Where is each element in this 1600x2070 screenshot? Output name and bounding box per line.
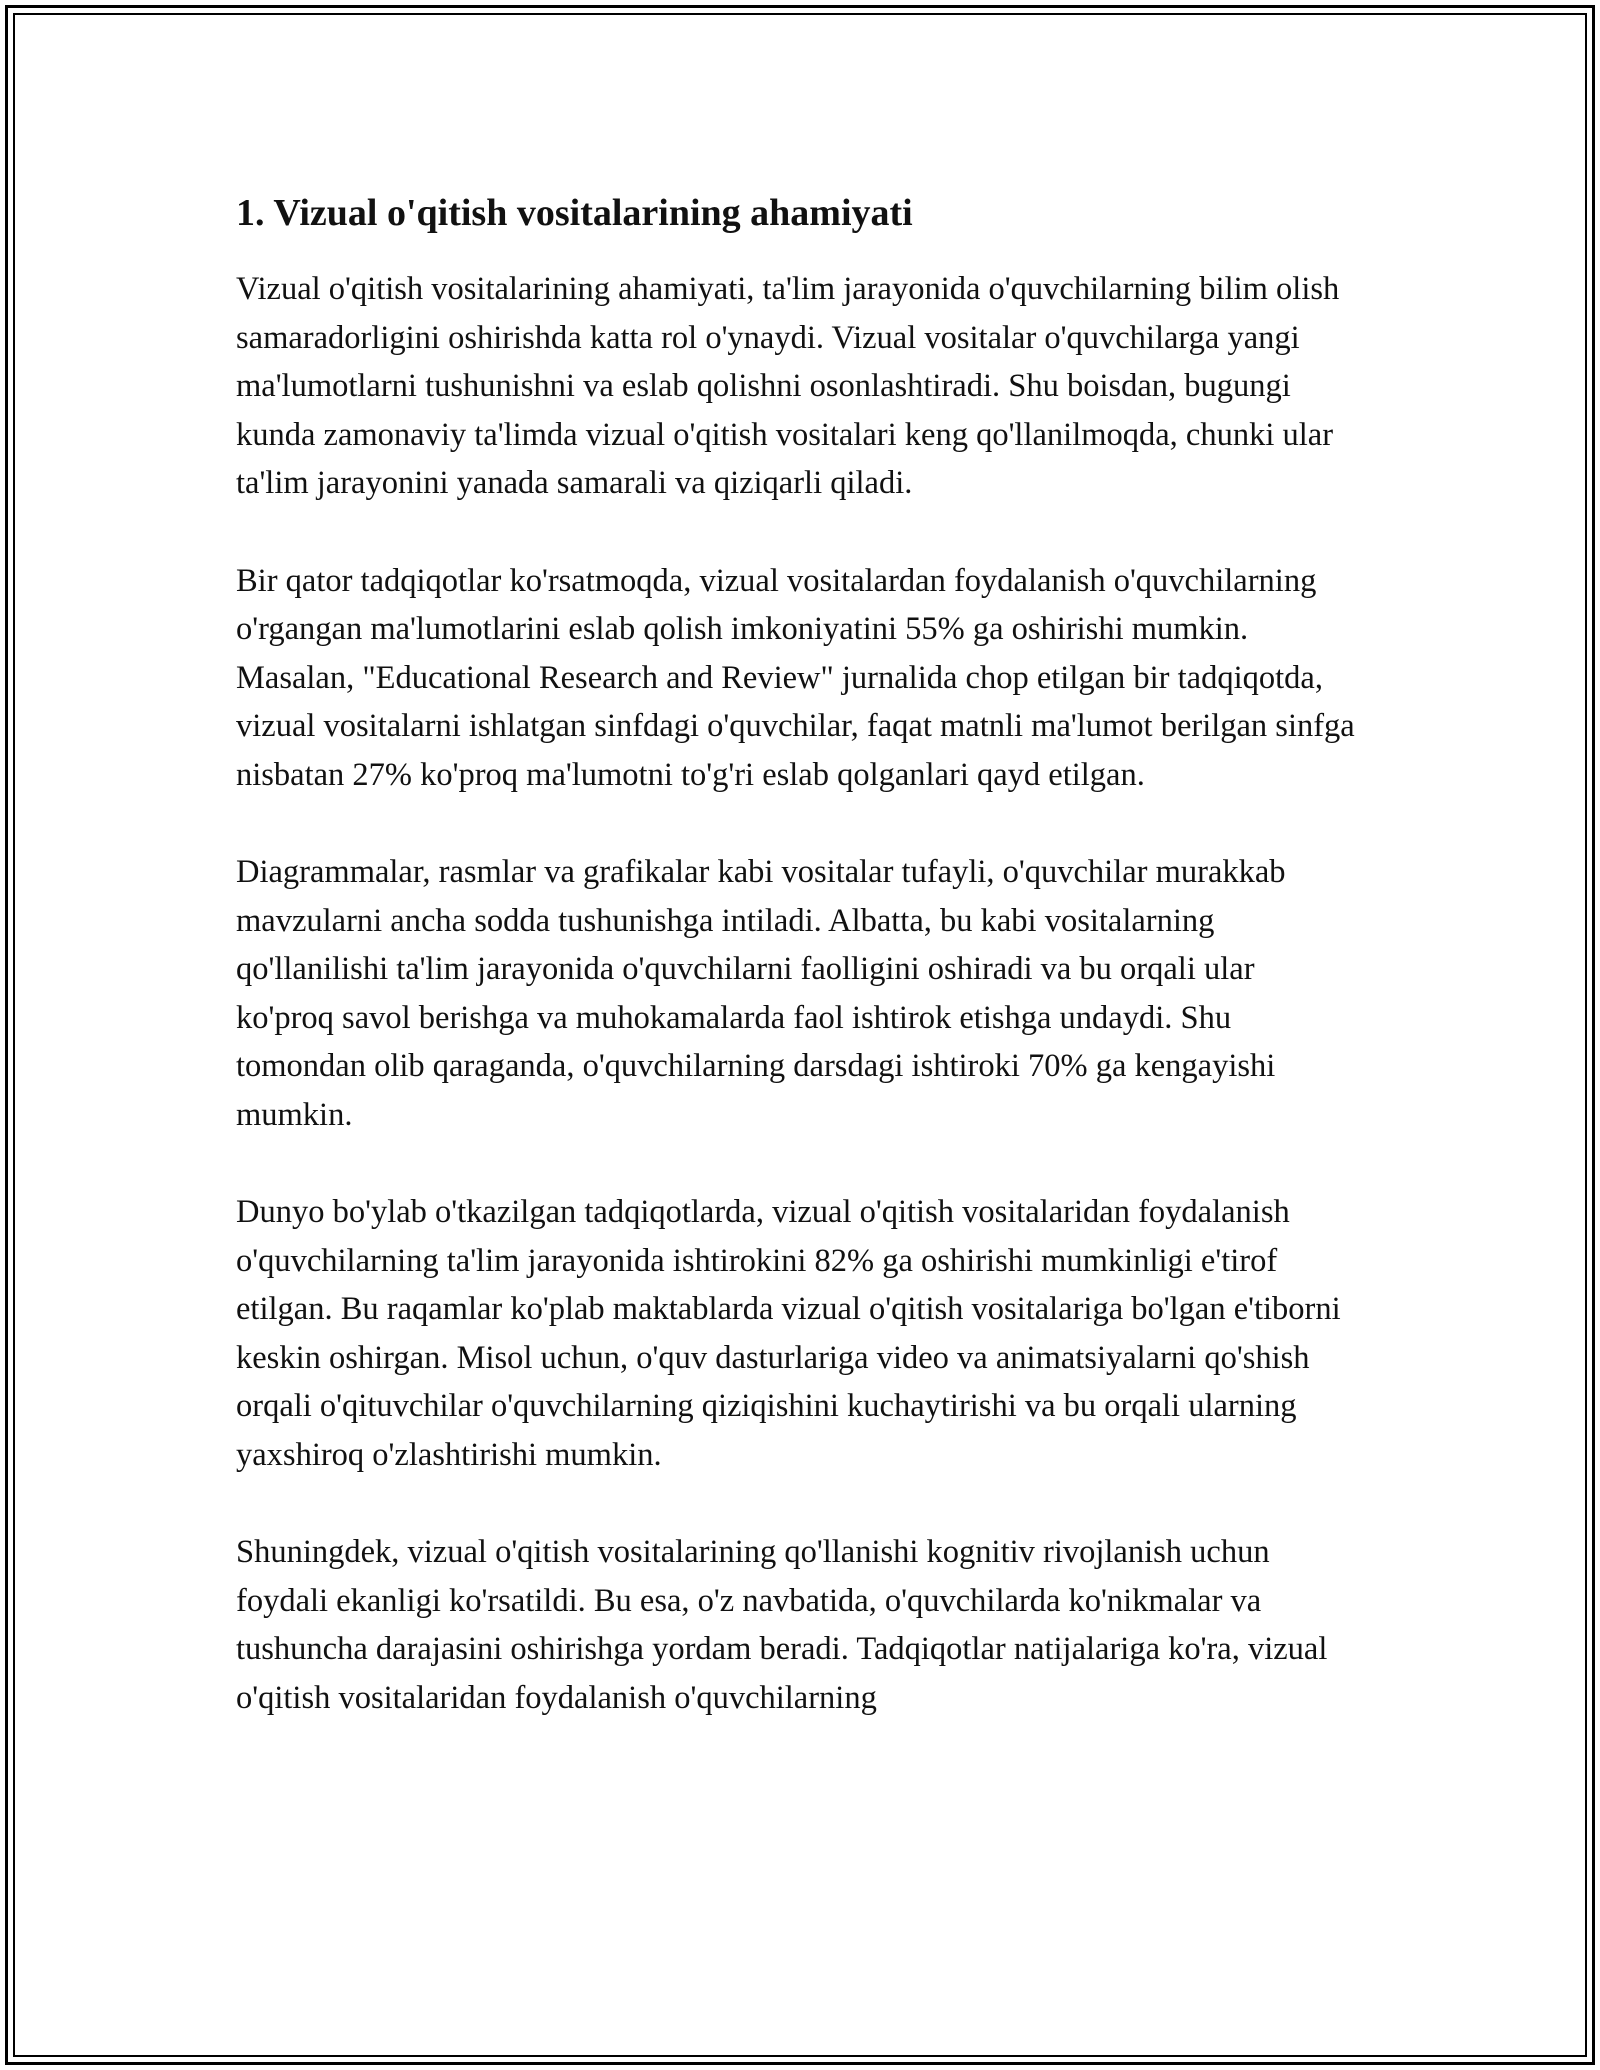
paragraph-3: Diagrammalar, rasmlar va grafikalar kabi vositalar tufayli, o'quvchilar murakkab mavzularni ancha sodda tushunishga intiladi. Albatta, bu kabi vositalarning qo'llanilishi ta'lim jarayonida o'quvchilarni faolligini oshiradi va bu orqali ular ko'proq savol berishga va muhokamalarda faol ishtirok etishga undaydi. Shu tomondan olib qaraganda, o'quvchilarning darsdagi ishtiroki 70% ga kengayishi mumkin. (236, 854, 1286, 1133)
paragraph-4: Dunyo bo'ylab o'tkazilgan tadqiqotlarda, vizual o'qitish vositalaridan foydalanish o'quvchilarning ta'lim jarayonida ishtirokini 82% ga oshirishi mumkinligi e'tirof etilgan. Bu raqamlar ko'plab maktablarda vizual o'qitish vositalariga bo'lgan e'tiborni keskin oshirgan. Misol uchun, o'quv dasturlariga video va animatsiyalarni qo'shish orqali o'qituvchilar o'quvchilarning qiziqishini kuchaytirishi va bu orqali ularning yaxshiroq o'zlashtirishi mumkin. (236, 1194, 1341, 1473)
paragraph-2: Bir qator tadqiqotlar ko'rsatmoqda, vizual vositalardan foydalanish o'quvchilarning o'rgangan ma'lumotlarini eslab qolish imkoniyatini 55% ga oshirishi mumkin. Masalan, "Educational Research and Review" jurnalida chop etilgan bir tadqiqotda, vizual vositalarni ishlatgan sinfdagi o'quvchilar, faqat matnli ma'lumot berilgan sinfga nisbatan 27% ko'proq ma'lumotni to'g'ri eslab qolganlari qayd etilgan. (236, 562, 1355, 793)
section-heading: 1. Vizual o'qitish vositalarining ahamiyati (236, 192, 913, 234)
paragraph-5: Shuningdek, vizual o'qitish vositalarining qo'llanishi kognitiv rivojlanish uchun foydali ekanligi ko'rsatildi. Bu esa, o'z navbatida, o'quvchilarda ko'nikmalar va tushuncha darajasini oshirishga yordam beradi. Tadqiqotlar natijalariga ko'ra, vizual o'qitish vositalaridan foydalanish o'quvchilarning (236, 1534, 1328, 1716)
paragraph-1: Vizual o'qitish vositalarining ahamiyati, ta'lim jarayonida o'quvchilarning bilim olish samaradorligini oshirishda katta rol o'ynaydi. Vizual vositalar o'quvchilarga yangi ma'lumotlarni tushunishni va eslab qolishni osonlashtiradi. Shu boisdan, bugungi kunda zamonaviy ta'limda vizual o'qitish vositalari keng qo'llanilmoqda, chunki ular ta'lim jarayonini yanada samarali va qiziqarli qiladi. (236, 271, 1340, 501)
document-body (236, 185, 1356, 1771)
